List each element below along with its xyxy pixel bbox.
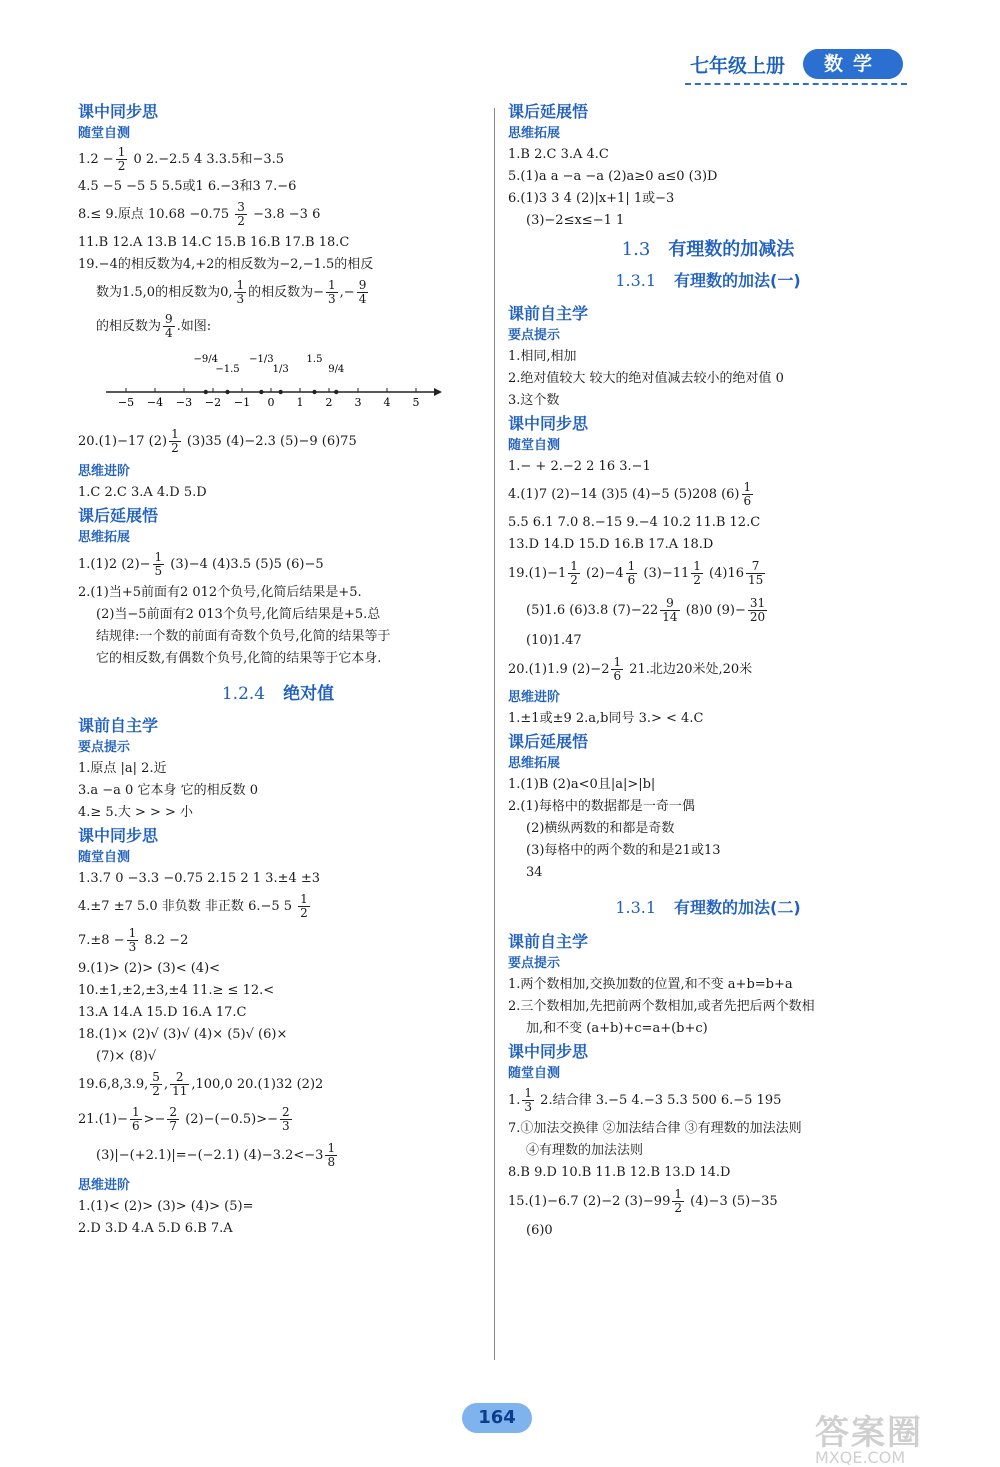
answer-line: 1.B 2.C 3.A 4.C [508,147,609,162]
header-divider [685,83,907,85]
subsection-heading: 要点提示 [508,956,561,971]
answer-line: 5.(1)a a −a −a (2)a≥0 a≤0 (3)D [508,169,718,184]
watermark-url: MXQE.COM [815,1448,906,1467]
answer-line: 4.5 −5 −5 5 5.5或1 6.−3和3 7.−6 [78,179,297,194]
answer-line: 2.(1)当+5前面有2 012个负号,化简后结果是+5. [78,585,362,600]
number-line [96,350,446,418]
answer-line: 1.(1)B (2)a<0且|a|>|b| [508,777,656,792]
fraction: $\frac{1}{3}$ [128,926,137,954]
fraction: $\frac{1}{6}$ [613,655,622,683]
number-line-point-labels [194,354,345,394]
answer-line: 19.(1)−1 $\frac{1}{2}$ (2)−4 $\frac{1}{6}$ (3)−11 $\frac{1}{2}$ (4)16 $\frac{7}{15}$ [508,559,764,587]
answer-line: 20.(1)1.9 (2)−2 $\frac{1}{6}$ 21.北边20米处,20米 [508,655,753,683]
number-line-svg [96,350,446,418]
number-line-tick-label: 2 [325,396,333,409]
answer-line: (10)1.47 [526,633,582,648]
fraction: $\frac{2}{11}$ [172,1070,188,1098]
answer-line: 19.−4的相反数为4,+2的相反数为−2,−1.5的相反 [78,257,374,272]
left-column [78,100,478,1240]
number-line-tick-label: −5 [117,396,135,409]
answer-line: 1.原点 |a| 2.近 [78,761,167,776]
answer-line: ④有理数的加法法则 [526,1143,644,1158]
fraction: $\frac{9}{4}$ [358,278,367,306]
fraction: $\frac{9}{4}$ [165,312,173,340]
answer-line: 13.A 14.A 15.D 16.A 17.C [78,1005,247,1020]
answer-line: 9.(1)> (2)> (3)< (4)< [78,961,221,976]
answer-line: 的相反数为 $\frac{9}{4}$ .如图: [96,312,212,340]
fraction: $\frac{1}{5}$ [154,550,163,578]
answer-line: 2.(1)每格中的数据都是一奇一偶 [508,799,695,814]
answer-line: 1.(1)2 (2)− $\frac{1}{5}$ (3)−4 (4)3.5 (5)5 (6)−5 [78,550,324,578]
answer-line: 4.±7 ±7 5.0 非负数 非正数 6.−5 5 $\frac{1}{2}$ [78,892,308,920]
answer-line: 1.(1)< (2)> (3)> (4)> (5)= [78,1199,254,1214]
answer-line: (7)× (8)√ [96,1049,157,1064]
section-heading: 课后延展悟 [508,102,589,121]
subject-badge: 数学 [803,49,903,79]
answer-line: 1.两个数相加,交换加数的位置,和不变 a+b=b+a [508,977,793,992]
number-line-point [278,390,282,394]
answer-line: 4.≥ 5.大 > > > 小 [78,805,194,820]
fraction: $\frac{1}{2}$ [693,559,701,587]
number-line-tick-label: −1 [233,396,251,409]
section-heading: 课前自主学 [508,932,589,951]
fraction: $\frac{1}{8}$ [327,1141,336,1169]
answer-line: 6.(1)3 3 4 (2)|x+1| 1或−3 [508,191,675,206]
answer-line: 2.D 3.D 4.A 5.D 6.B 7.A [78,1221,233,1236]
answer-line: (3)|−(+2.1)|=−(−2.1) (4)−3.2<−3 $\frac{1}{8}$ [96,1141,336,1169]
subsection-heading: 随堂自测 [508,1066,561,1081]
number-line-tick-label: −2 [204,396,222,409]
number-line-point-label: −1.5 [215,364,240,375]
subsection-heading: 要点提示 [78,740,131,755]
section-heading: 课后延展悟 [508,732,589,751]
answer-line: (3)−2≤x≤−1 1 [526,213,625,228]
fraction: $\frac{1}{2}$ [117,145,126,173]
answer-line: 13.D 14.D 15.D 16.B 17.A 18.D [508,537,714,552]
answer-line: 18.(1)× (2)√ (3)√ (4)× (5)√ (6)× [78,1027,288,1042]
number-line-tick-label: 4 [383,396,391,409]
answer-line: 20.(1)−17 (2) $\frac{1}{2}$ (3)35 (4)−2.3 (5)−9 (6)75 [78,427,357,455]
subsection-heading: 思维拓展 [78,530,131,545]
subsection-heading: 随堂自测 [78,126,131,141]
number-line-tick-label: 1 [296,396,304,409]
answer-line: 数为1.5,0的相反数为0, $\frac{1}{3}$ 的相反数为− $\frac{1}{3}$ ,− $\frac{9}{4}$ [96,278,367,306]
section-title-1-2-4: 1.2.4 绝对值 [221,684,335,704]
subsection-heading: 随堂自测 [78,850,131,865]
number-line-point-label: 1.5 [306,354,323,365]
section-heading: 课中同步思 [508,414,589,433]
fraction: $\frac{1}{2}$ [171,427,179,455]
page-header [685,46,907,86]
answer-line: 8.B 9.D 10.B 11.B 12.B 13.D 14.D [508,1165,731,1180]
number-line-ticks [118,388,420,409]
answer-line: (2)当−5前面有2 013个负号,化简后结果是+5.总 [96,607,381,622]
number-line-point-label: −9/4 [193,354,218,365]
section-title-1-3: 1.3 有理数的加减法 [621,239,795,260]
fraction: $\frac{1}{6}$ [743,480,752,508]
number-line-point [225,390,229,394]
answer-line: 1.相同,相加 [508,349,577,364]
number-line-point [334,390,338,394]
watermark-text: 答案圈 [815,1413,923,1453]
right-column [508,100,908,1242]
number-line-point-label: −1/3 [249,354,274,365]
column-divider [494,108,495,1360]
answer-line: 3.a −a 0 它本身 它的相反数 0 [78,783,259,798]
subsection-heading: 随堂自测 [508,438,561,453]
number-line-arrow [434,388,442,396]
number-line-point [204,390,208,394]
fraction: $\frac{1}{6}$ [627,559,636,587]
fraction: $\frac{7}{15}$ [747,559,764,587]
section-title-1-3-1: 1.3.1 有理数的加法(一) [615,271,801,290]
answer-line: 1.− + 2.−2 2 16 3.−1 [508,459,651,474]
number-line-point [312,390,316,394]
section-heading: 课前自主学 [78,716,159,735]
answer-line: 2.三个数相加,先把前两个数相加,或者先把后两个数相 [508,999,815,1014]
answer-line: 5.5 6.1 7.0 8.−15 9.−4 10.2 11.B 12.C [508,515,761,530]
number-line-tick-label: −4 [146,396,164,409]
answer-line: 1.±1或±9 2.a,b同号 3.> < 4.C [508,711,704,726]
answer-line: 34 [526,865,543,880]
subsection-heading: 思维拓展 [508,756,561,771]
fraction: $\frac{1}{2}$ [674,1187,682,1215]
fraction: $\frac{1}{3}$ [524,1086,533,1114]
fraction: $\frac{1}{3}$ [236,278,245,306]
answer-line: 1.2 − $\frac{1}{2}$ 0 2.−2.5 4 3.3.5和−3.5 [78,145,285,173]
answer-line: 10.±1,±2,±3,±4 11.≥ ≤ 12.< [78,983,275,998]
number-line-point [259,390,263,394]
number-line-tick-label: −3 [175,396,193,409]
fraction: $\frac{2}{3}$ [282,1105,290,1133]
section-heading: 课前自主学 [508,304,589,323]
fraction: $\frac{3}{2}$ [237,200,245,228]
number-line-tick-label: 3 [354,396,362,409]
fraction: $\frac{5}{2}$ [152,1070,160,1098]
answer-line: 结规律:一个数的前面有奇数个负号,化简的结果等于 [96,629,391,644]
answer-line: 1.C 2.C 3.A 4.D 5.D [78,485,207,500]
section-heading: 课中同步思 [508,1042,589,1061]
answer-line: 19.6,8,3.9, $\frac{5}{2}$ , $\frac{2}{11}$ ,100,0 20.(1)32 (2)2 [78,1070,324,1098]
answer-line: 2.绝对值较大 较大的绝对值减去较小的绝对值 0 [508,371,784,386]
fraction: $\frac{1}{6}$ [131,1105,140,1133]
answer-line: 21.(1)− $\frac{1}{6}$ >− $\frac{2}{7}$ (2)−(−0.5)>− $\frac{2}{3}$ [78,1105,290,1133]
subsection-heading: 要点提示 [508,328,561,343]
answer-line: 4.(1)7 (2)−14 (3)5 (4)−5 (5)208 (6) $\frac{1}{6}$ [508,480,752,508]
fraction: $\frac{1}{2}$ [570,559,578,587]
section-heading: 课后延展悟 [78,506,159,525]
answer-line: 8.≤ 9.原点 10.68 −0.75 $\frac{3}{2}$ −3.8 −3 6 [78,200,321,228]
fraction: $\frac{2}{7}$ [169,1105,178,1133]
answer-line: 7.±8 − $\frac{1}{3}$ 8.2 −2 [78,926,189,954]
number-line-tick-label: 5 [412,396,420,409]
answer-line: (6)0 [526,1223,553,1238]
subsection-heading: 思维拓展 [508,126,561,141]
section-heading: 课中同步思 [78,826,159,845]
subsection-heading: 思维进阶 [78,1178,131,1193]
answer-line: 7.①加法交换律 ②加法结合律 ③有理数的加法法则 [508,1121,802,1136]
answer-line: 11.B 12.A 13.B 14.C 15.B 16.B 17.B 18.C [78,235,350,250]
number-line-point-label: 1/3 [272,364,289,375]
answer-line: 3.这个数 [508,393,560,408]
fraction: $\frac{31}{20}$ [749,596,766,624]
fraction: $\frac{1}{2}$ [300,892,308,920]
fraction: $\frac{9}{14}$ [662,596,678,624]
fraction: $\frac{1}{3}$ [328,278,336,306]
answer-line: 1. $\frac{1}{3}$ 2.结合律 3.−5 4.−3 5.3 500 6.−5 195 [508,1086,782,1114]
watermark-logo [815,1405,985,1467]
number-line-tick-label: 0 [267,396,275,409]
answer-line: 1.3.7 0 −3.3 −0.75 2.15 2 1 3.±4 ±3 [78,871,321,886]
number-line-point-label: 9/4 [328,364,345,375]
answer-line: (3)每格中的两个数的和是21或13 [526,843,721,858]
section-heading: 课中同步思 [78,102,159,121]
section-title-1-3-1-b: 1.3.1 有理数的加法(二) [615,898,801,917]
answer-line: 15.(1)−6.7 (2)−2 (3)−99 $\frac{1}{2}$ (4)−3 (5)−35 [508,1187,778,1215]
grade-label: 七年级上册 [690,55,786,77]
answer-line: 加,和不变 (a+b)+c=a+(b+c) [526,1021,708,1036]
subsection-heading: 思维进阶 [78,464,131,479]
answer-line: 它的相反数,有偶数个负号,化简的结果等于它本身. [96,651,382,666]
answer-line: (5)1.6 (6)3.8 (7)−22 $\frac{9}{14}$ (8)0 (9)− $\frac{31}{20}$ [526,596,766,624]
subsection-heading: 思维进阶 [508,690,561,705]
page-number: 164 [462,1403,532,1433]
answer-line: (2)横纵两数的和都是奇数 [526,821,675,836]
